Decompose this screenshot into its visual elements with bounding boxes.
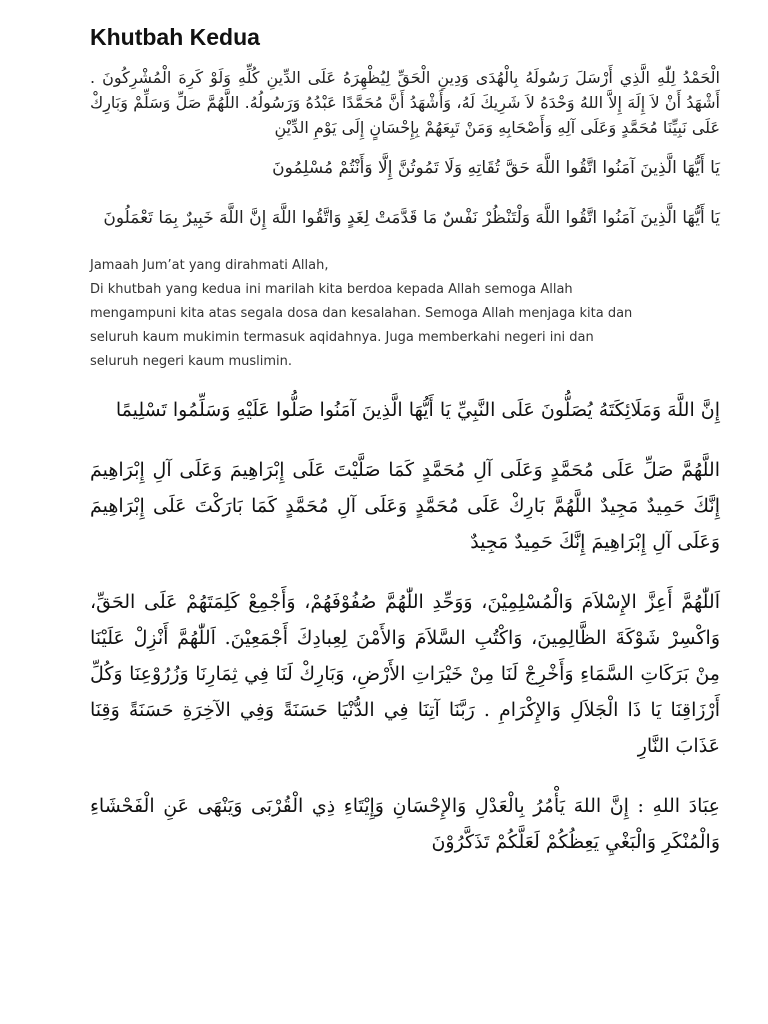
paragraph-line: seluruh negeri kaum muslimin. [90, 354, 293, 369]
greeting-line: Jamaah Jum’at yang dirahmati Allah, [90, 258, 329, 273]
verse-al-hasyr-18: يَا أَيُّهَا الَّذِينَ آمَنُوا اتَّقُوا اللَّهَ وَلْتَنْظُرْ نَفْسٌ مَا قَدَّمَتْ لِغَدٍ وَاتَّقُوا اللَّهَ إِنَّ اللَّهَ خَبِيرٌ بِمَا تَعْمَلُونَ [103, 208, 720, 228]
indonesian-paragraph [90, 254, 720, 374]
paragraph-line: mengampuni kita atas segala dosa dan kesalahan. Semoga Allah menjaga kita dan [90, 306, 633, 321]
closing-doa: اَللّٰهُمَّ أَعِزَّ الإِسْلاَمَ وَالْمُسْلِمِيْنَ، وَوَحِّدِ اللّٰهُمَّ صُفُوْفَهُمْ، وَأَجْمِعْ كَلِمَتَهُمْ عَلَى الحَقِّ، وَاكْسِرْ شَوْكَةَ الظَّالِمِينَ، وَاكْتُبِ السَّلاَمَ وَالأَمْنَ لِعِبادِكَ أَجْمَعِيْنَ. اَللّٰهُمَّ أَنْزِلْ عَلَيْنَا مِنْ بَرَكَاتِ السَّمَاءِ وَأَخْرِجْ لَنَا مِنْ خَيْرَاتِ الأَرْضِ، وَبَارِكْ لَنَا فِي ثِمَارِنَا وَزُرُوْعِنَا وَكُلِّ أَرْزَاقِنَا يَا ذَا الْجَلاَلِ وَالإِكْرَامِ . رَبَّنَا آتِنَا فِي الدُّنْيَا حَسَنَةً وَفِي الآخِرَةِ حَسَنَةً وَقِنَا عَذَابَ النَّارِ [90, 591, 720, 757]
shalawat-verse: إِنَّ اللَّهَ وَمَلَائِكَتَهُ يُصَلُّونَ عَلَى النَّبِيِّ يَا أَيُّهَا الَّذِينَ آمَنُوا صَلُّوا عَلَيْهِ وَسَلِّمُوا تَسْلِيمًا [115, 399, 720, 421]
page-title: Khutbah Kedua [90, 24, 260, 50]
khutbah-page [90, 24, 720, 884]
paragraph-line: seluruh kaum mukimin termasuk aqidahnya. Juga memberkahi negeri ini dan [90, 330, 594, 345]
paragraph-line: Di khutbah yang kedua ini marilah kita berdoa kepada Allah semoga Allah [90, 282, 573, 297]
verse-ali-imran-102: يَا أَيُّهَا الَّذِينَ آمَنُوا اتَّقُوا اللَّهَ حَقَّ تُقَاتِهِ وَلَا تَمُوتُنَّ إِلَّا وَأَنْتُمْ مُسْلِمُونَ [272, 158, 720, 178]
closing-ibadallah: عِبَادَ اللهِ : إِنَّ اللهَ يَأْمُرُ بِالْعَدْلِ وَالإِحْسَانِ وَإِيْتَاءِ ذِي الْقُرْبَى وَيَنْهَى عَنِ الْفَحْشَاءِ وَالْمُنْكَرِ وَالْبَغْيِ يَعِظُكُمْ لَعَلَّكُمْ تَذَكَّرُوْنَ [90, 795, 720, 853]
opening-hamdalah: الْحَمْدُ لِلّٰهِ الَّذِي أَرْسَلَ رَسُولَهُ بِالْهُدَى وَدِينِ الْحَقِّ لِيُظْهِرَهُ عَلَى الدِّينِ كُلِّهِ وَلَوْ كَرِهَ الْمُشْرِكُونَ . أَشْهَدُ أَنْ لاَ إِلَهَ إِلاَّ اللهُ وَحْدَهُ لاَ شَرِيكَ لَهُ، وَأَشْهَدُ أَنَّ مُحَمَّدًا عَبْدُهُ وَرَسُولُهُ. اللَّهُمَّ صَلِّ وَسَلِّمْ وَبَارِكْ عَلَى نَبِيِّنَا مُحَمَّدٍ وَعَلَى آلِهِ وَأَصْحَابِهِ وَمَنْ تَبِعَهُمْ بِإِحْسَانٍ إِلَى يَوْمِ الدِّيْنِ [90, 68, 720, 137]
shalawat-ibrahimiyah: اللَّهُمَّ صَلِّ عَلَى مُحَمَّدٍ وَعَلَى آلِ مُحَمَّدٍ كَمَا صَلَّيْتَ عَلَى إِبْرَاهِيمَ وَعَلَى آلِ إِبْرَاهِيمَ إِنَّكَ حَمِيدٌ مَجِيدٌ اللَّهُمَّ بَارِكْ عَلَى مُحَمَّدٍ وَعَلَى آلِ مُحَمَّدٍ كَمَا بَارَكْتَ عَلَى إِبْرَاهِيمَ وَعَلَى آلِ إِبْرَاهِيمَ إِنَّكَ حَمِيدٌ مَجِيدٌ [90, 459, 720, 553]
